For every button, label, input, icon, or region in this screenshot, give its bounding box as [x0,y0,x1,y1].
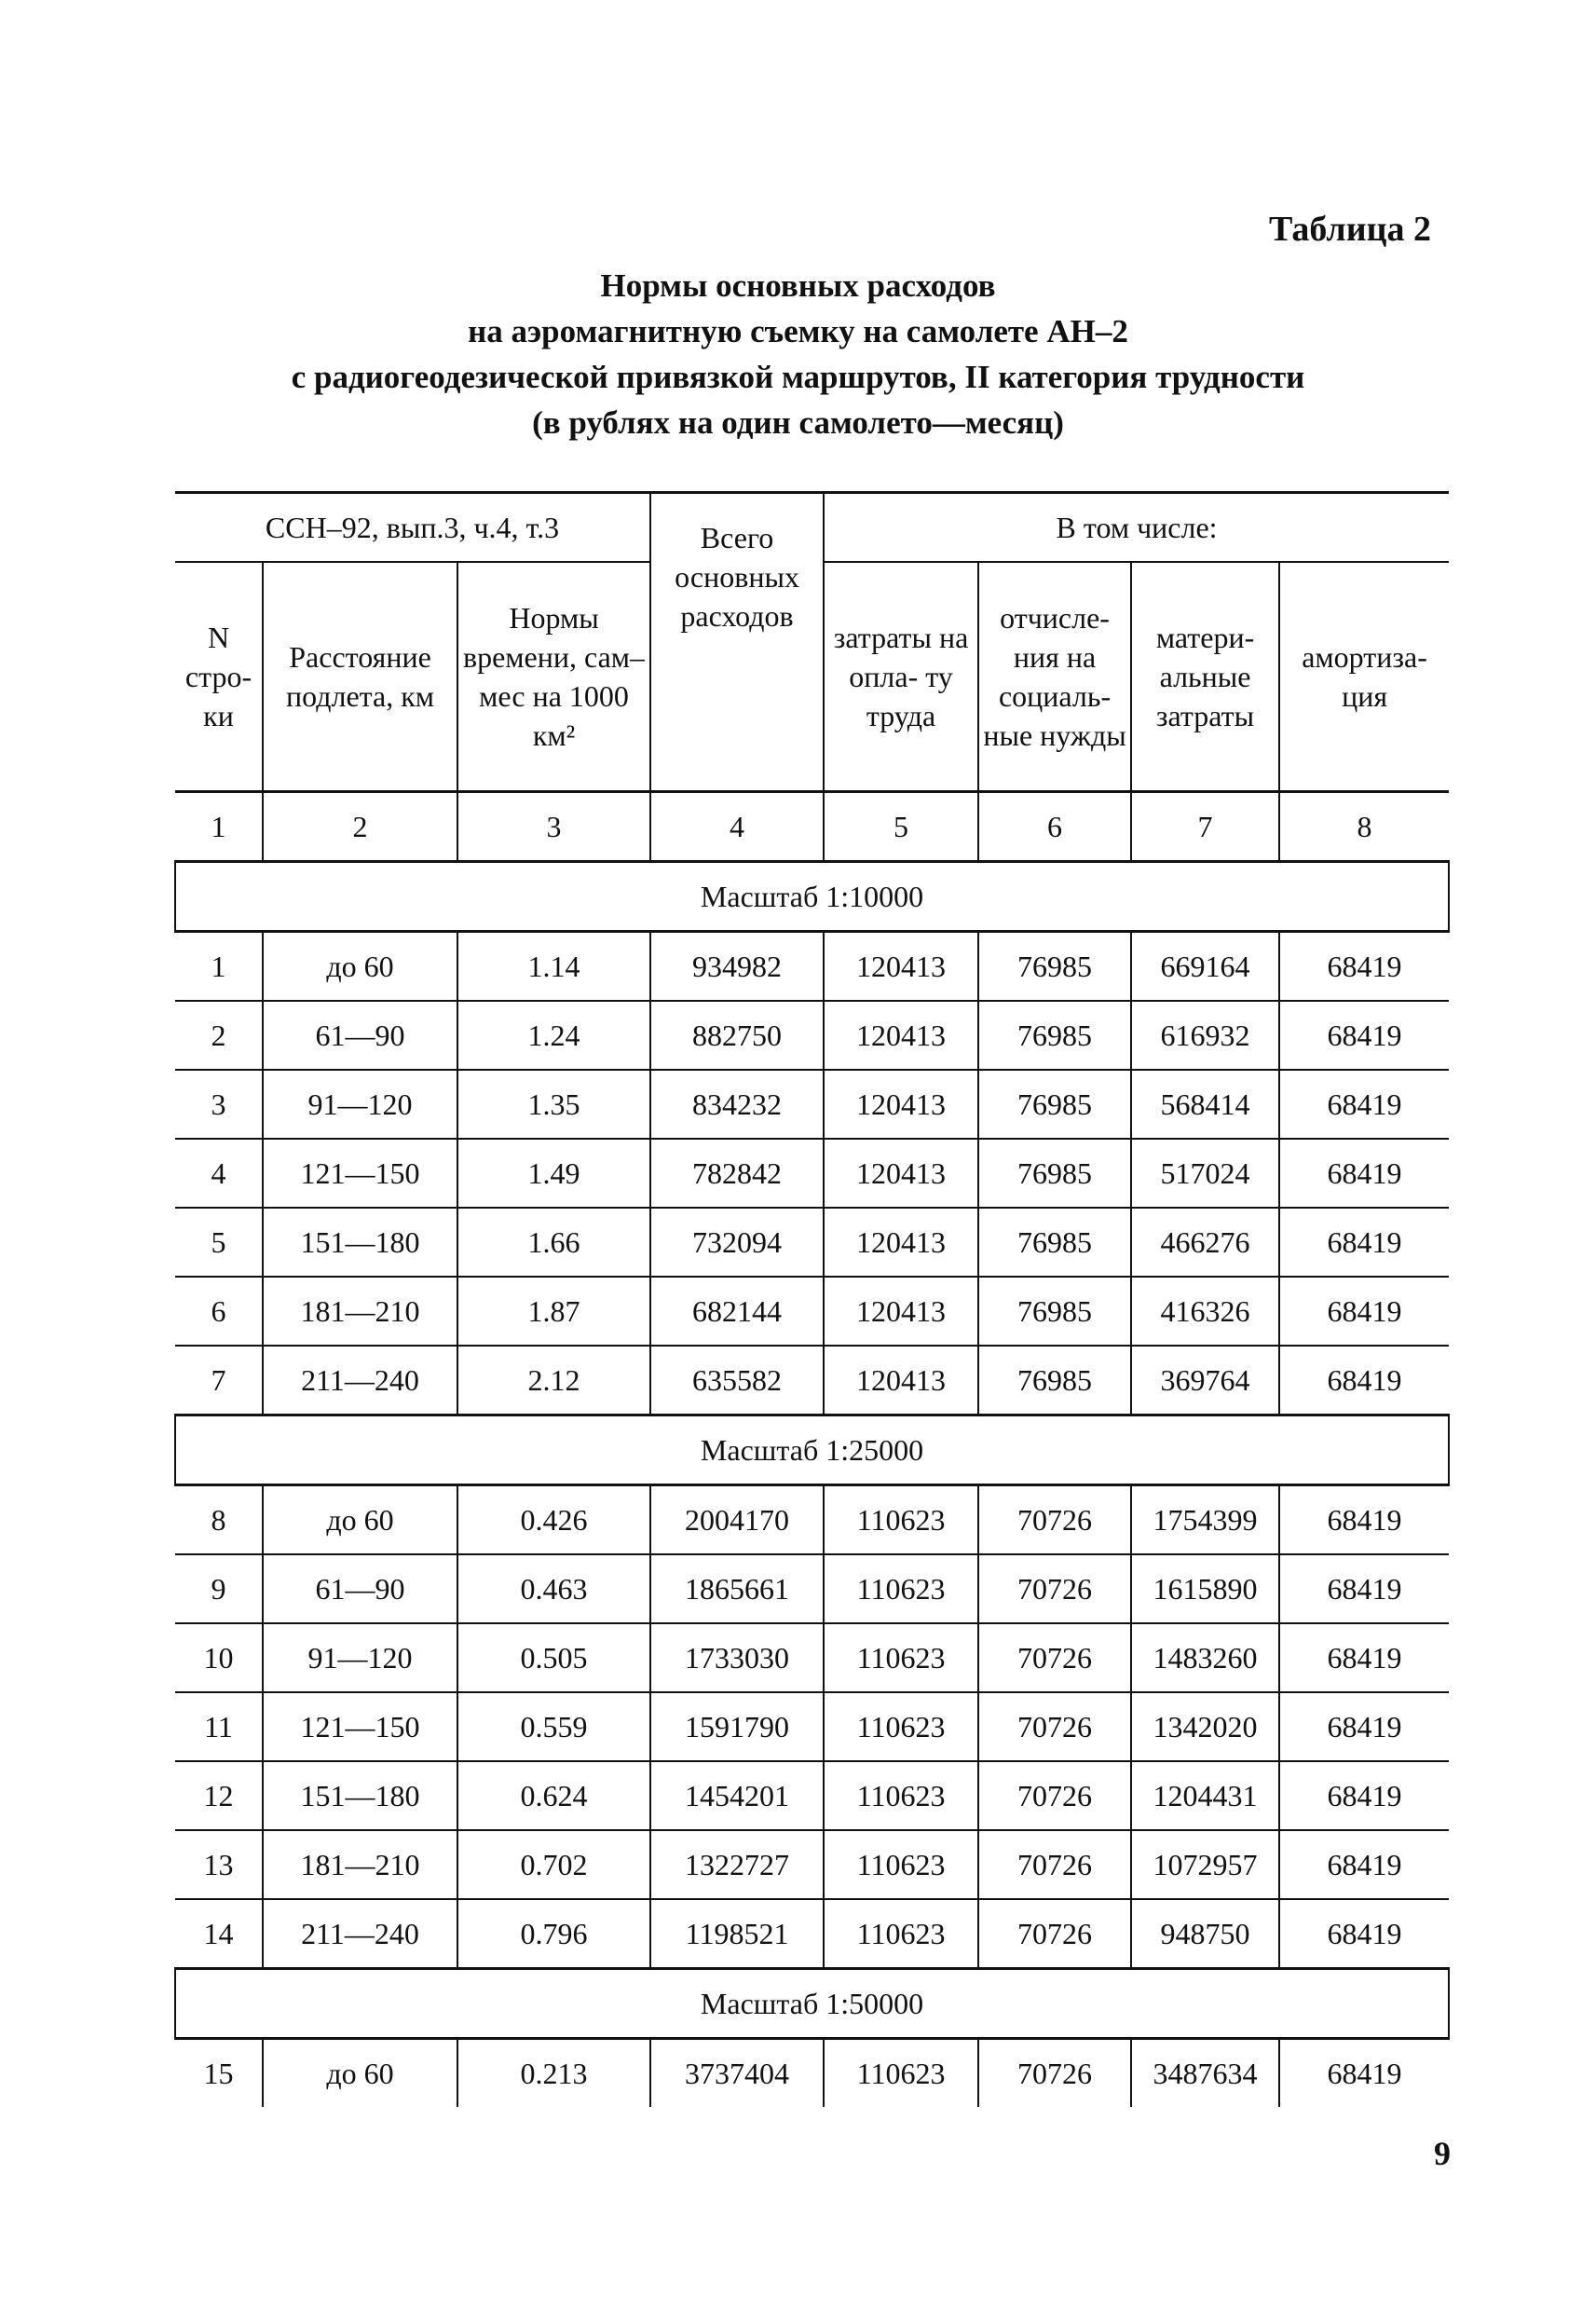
table-cell: 882750 [650,1001,824,1070]
table-row [175,1208,1449,1277]
table-cell: 1865661 [650,1554,824,1623]
table-row [175,1692,1449,1761]
table-cell: 3487634 [1131,2039,1279,2108]
table-row [175,1277,1449,1346]
table-cell: 120413 [824,1346,978,1415]
table-cell: 8 [175,1485,263,1555]
table-cell: 68419 [1279,1139,1449,1208]
table-cell: 1.35 [457,1070,650,1139]
table-cell: 68419 [1279,1485,1449,1555]
table-cell: 68419 [1279,1070,1449,1139]
table-cell: 91—120 [263,1623,457,1692]
table-cell: 15 [175,2039,263,2108]
table-cell: 1615890 [1131,1554,1279,1623]
table-title [0,263,1596,445]
table-cell: 13 [175,1830,263,1899]
title-line: на аэромагнитную съемку на самолете АН–2 [468,313,1128,349]
table-cell: 1591790 [650,1692,824,1761]
norms-table-wrapper [174,491,1448,2107]
norms-table [174,491,1450,2107]
title-line: (в рублях на один самолето—месяц) [532,404,1064,441]
column-number: 4 [650,792,824,862]
column-number: 2 [263,792,457,862]
table-cell: 70726 [978,1899,1131,1969]
column-number: 3 [457,792,650,862]
header-materials: матери- альные затраты [1131,562,1279,792]
header-depreciation: амортиза- ция [1279,562,1449,792]
table-cell: 12 [175,1761,263,1830]
table-row [175,2039,1449,2108]
table-cell: 68419 [1279,1899,1449,1969]
table-cell: 1483260 [1131,1623,1279,1692]
table-cell: 466276 [1131,1208,1279,1277]
table-cell: 14 [175,1899,263,1969]
section-row [175,862,1449,932]
table-cell: 1322727 [650,1830,824,1899]
table-cell: 568414 [1131,1070,1279,1139]
table-cell: 2 [175,1001,263,1070]
table-cell: 181—210 [263,1277,457,1346]
title-line: Нормы основных расходов [600,267,996,304]
table-cell: 1198521 [650,1899,824,1969]
table-cell: 0.624 [457,1761,650,1830]
table-cell: 70726 [978,1554,1131,1623]
group-header-source: ССН–92, вып.3, ч.4, т.3 [175,493,650,563]
table-cell: 120413 [824,1070,978,1139]
table-cell: 10 [175,1623,263,1692]
table-cell: 110623 [824,1761,978,1830]
table-cell: 1.49 [457,1139,650,1208]
table-cell: 76985 [978,932,1131,1002]
table-cell: 68419 [1279,1623,1449,1692]
table-cell: 3 [175,1070,263,1139]
table-cell: 834232 [650,1070,824,1139]
table-cell: 0.213 [457,2039,650,2108]
table-cell: 1342020 [1131,1692,1279,1761]
table-cell: 1204431 [1131,1761,1279,1830]
section-row [175,1415,1449,1485]
table-cell: 732094 [650,1208,824,1277]
table-cell: 1.66 [457,1208,650,1277]
header-social: отчисле- ния на социаль- ные нужды [978,562,1131,792]
table-cell: 68419 [1279,1761,1449,1830]
table-cell: 1733030 [650,1623,824,1692]
table-cell: 68419 [1279,2039,1449,2108]
table-cell: 181—210 [263,1830,457,1899]
table-cell: 934982 [650,932,824,1002]
table-cell: 68419 [1279,1001,1449,1070]
table-cell: 70726 [978,1485,1131,1555]
table-cell: 669164 [1131,932,1279,1002]
table-row [175,1899,1449,1969]
header-labor: затраты на опла- ту труда [824,562,978,792]
table-cell: 0.559 [457,1692,650,1761]
header-total: Всего основных расходов [650,493,824,792]
table-row [175,932,1449,1002]
table-cell: 4 [175,1139,263,1208]
table-cell: 6 [175,1277,263,1346]
table-cell: 68419 [1279,1277,1449,1346]
table-cell: 1754399 [1131,1485,1279,1555]
table-cell: до 60 [263,2039,457,2108]
table-row [175,1485,1449,1555]
table-label: Таблица 2 [1268,210,1431,249]
table-cell: 70726 [978,1623,1131,1692]
table-cell: 76985 [978,1139,1131,1208]
table-cell: 68419 [1279,1692,1449,1761]
table-cell: 1 [175,932,263,1002]
table-cell: 61—90 [263,1554,457,1623]
table-cell: 70726 [978,1830,1131,1899]
table-cell: 416326 [1131,1277,1279,1346]
table-cell: 120413 [824,1208,978,1277]
table-cell: 120413 [824,1001,978,1070]
table-cell: 110623 [824,2039,978,2108]
table-cell: 0.505 [457,1623,650,1692]
table-cell: 0.426 [457,1485,650,1555]
table-row [175,1554,1449,1623]
table-cell: 120413 [824,1277,978,1346]
table-cell: 120413 [824,1139,978,1208]
table-cell: 1.87 [457,1277,650,1346]
table-cell: 2004170 [650,1485,824,1555]
table-cell: 616932 [1131,1001,1279,1070]
table-cell: 517024 [1131,1139,1279,1208]
table-cell: 211—240 [263,1899,457,1969]
table-cell: 121—150 [263,1139,457,1208]
table-cell: 68419 [1279,932,1449,1002]
group-header-breakdown: В том числе: [824,493,1449,563]
table-cell: 151—180 [263,1208,457,1277]
table-cell: 948750 [1131,1899,1279,1969]
table-cell: 70726 [978,1692,1131,1761]
table-cell: 121—150 [263,1692,457,1761]
header-row-number: N стро- ки [175,562,263,792]
header-time-norm: Нормы времени, сам–мес на 1000 км² [457,562,650,792]
table-row [175,1623,1449,1692]
table-cell: до 60 [263,1485,457,1555]
table-cell: 110623 [824,1623,978,1692]
table-cell: 211—240 [263,1346,457,1415]
title-line: с радиогеодезической привязкой маршрутов, II категория трудности [291,359,1305,395]
table-cell: 70726 [978,2039,1131,2108]
section-row [175,1969,1449,2039]
table-cell: 0.702 [457,1830,650,1899]
table-cell: до 60 [263,932,457,1002]
table-cell: 76985 [978,1001,1131,1070]
table-cell: 0.796 [457,1899,650,1969]
table-cell: 369764 [1131,1346,1279,1415]
table-row [175,1761,1449,1830]
table-cell: 151—180 [263,1761,457,1830]
table-cell: 68419 [1279,1554,1449,1623]
table-cell: 68419 [1279,1830,1449,1899]
table-row [175,1346,1449,1415]
header-distance: Расстояние подлета, км [263,562,457,792]
table-cell: 635582 [650,1346,824,1415]
page-number: 9 [1434,2135,1451,2172]
table-cell: 110623 [824,1830,978,1899]
table-cell: 1.24 [457,1001,650,1070]
section-title: Масштаб 1:50000 [175,1969,1449,2039]
table-cell: 68419 [1279,1208,1449,1277]
table-cell: 61—90 [263,1001,457,1070]
table-cell: 5 [175,1208,263,1277]
table-cell: 1454201 [650,1761,824,1830]
table-cell: 110623 [824,1899,978,1969]
table-cell: 91—120 [263,1070,457,1139]
section-title: Масштаб 1:25000 [175,1415,1449,1485]
column-number: 7 [1131,792,1279,862]
table-cell: 11 [175,1692,263,1761]
table-cell: 76985 [978,1277,1131,1346]
table-cell: 76985 [978,1070,1131,1139]
table-row [175,1830,1449,1899]
table-cell: 120413 [824,932,978,1002]
table-cell: 76985 [978,1208,1131,1277]
table-cell: 3737404 [650,2039,824,2108]
table-cell: 68419 [1279,1346,1449,1415]
table-row [175,1139,1449,1208]
table-cell: 76985 [978,1346,1131,1415]
table-cell: 682144 [650,1277,824,1346]
table-cell: 70726 [978,1761,1131,1830]
section-title: Масштаб 1:10000 [175,862,1449,932]
column-number: 6 [978,792,1131,862]
column-number: 8 [1279,792,1449,862]
table-cell: 7 [175,1346,263,1415]
table-cell: 782842 [650,1139,824,1208]
column-number: 1 [175,792,263,862]
table-body [175,862,1449,2108]
table-cell: 110623 [824,1485,978,1555]
table-cell: 1.14 [457,932,650,1002]
table-cell: 9 [175,1554,263,1623]
table-row [175,1070,1449,1139]
table-cell: 110623 [824,1554,978,1623]
table-row [175,1001,1449,1070]
table-cell: 0.463 [457,1554,650,1623]
column-number-row [175,792,1449,862]
table-cell: 110623 [824,1692,978,1761]
column-number: 5 [824,792,978,862]
table-cell: 1072957 [1131,1830,1279,1899]
table-cell: 2.12 [457,1346,650,1415]
